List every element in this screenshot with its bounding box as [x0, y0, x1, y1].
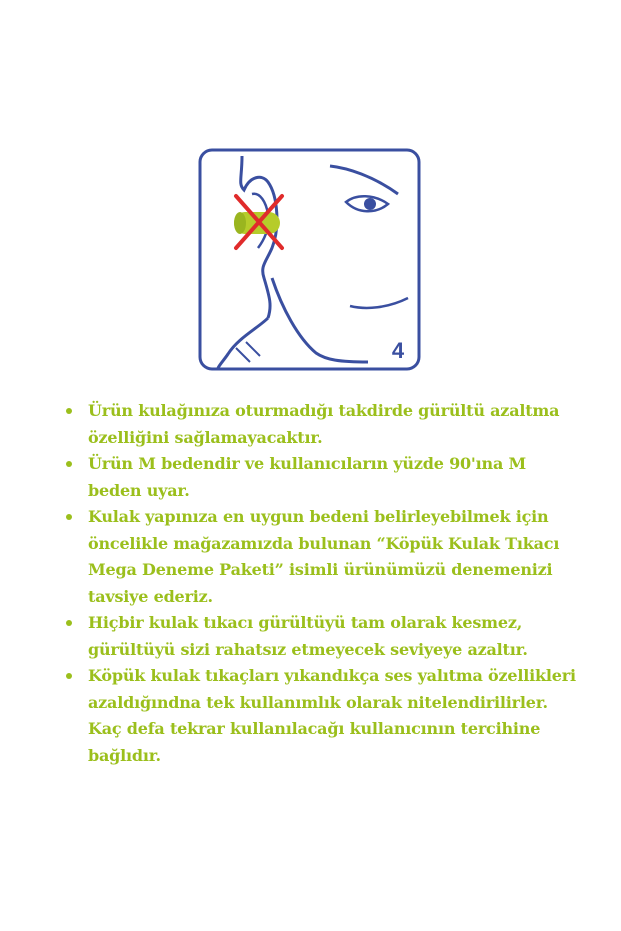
info-bullet-list [62, 398, 582, 769]
bullet-item-3 [62, 504, 582, 610]
bullet-text-5: Köpük kulak tıkaçları yıkandıkça ses yalıtma özellikleri azaldığındna tek kullanımlık olarak nitelendirilirler. Kaç defa tekrar kullanılacağı kullanıcının tercihine bağlıdır. [88, 666, 576, 765]
bullet-text-1: Ürün kulağınıza oturmadığı takdirde gürültü azaltma özelliğini sağlamayacaktır. [88, 401, 560, 447]
bullet-dot-icon [66, 461, 72, 467]
earplug-illustration [198, 148, 421, 371]
bullet-item-1 [62, 398, 582, 451]
bullet-text-3: Kulak yapınıza en uygun bedeni belirleyebilmek için öncelikle mağazamızda bulunan “Köpük Kulak Tıkacı Mega Deneme Paketi” isimli ürünümüzü denemenizi tavsiye ederiz. [88, 507, 560, 606]
bullet-dot-icon [66, 620, 72, 626]
bullet-text-4: Hiçbir kulak tıkacı gürültüyü tam olarak kesmez, gürültüyü sizi rahatsız etmeyecek seviyeye azaltır. [88, 613, 528, 659]
bullet-text-2: Ürün M bedendir ve kullanıcıların yüzde 90'ına M beden uyar. [88, 454, 526, 500]
earplug-wrong-fit-icon [198, 148, 421, 371]
bullet-item-4 [62, 610, 582, 663]
illustration-frame [200, 150, 419, 369]
eye-pupil [364, 198, 376, 210]
bullet-dot-icon [66, 673, 72, 679]
bullet-item-2 [62, 451, 582, 504]
ear-plug-end [234, 212, 246, 234]
bullet-dot-icon [66, 514, 72, 520]
step-number: 4 [391, 338, 405, 363]
bullet-dot-icon [66, 408, 72, 414]
bullet-item-5 [62, 663, 582, 769]
